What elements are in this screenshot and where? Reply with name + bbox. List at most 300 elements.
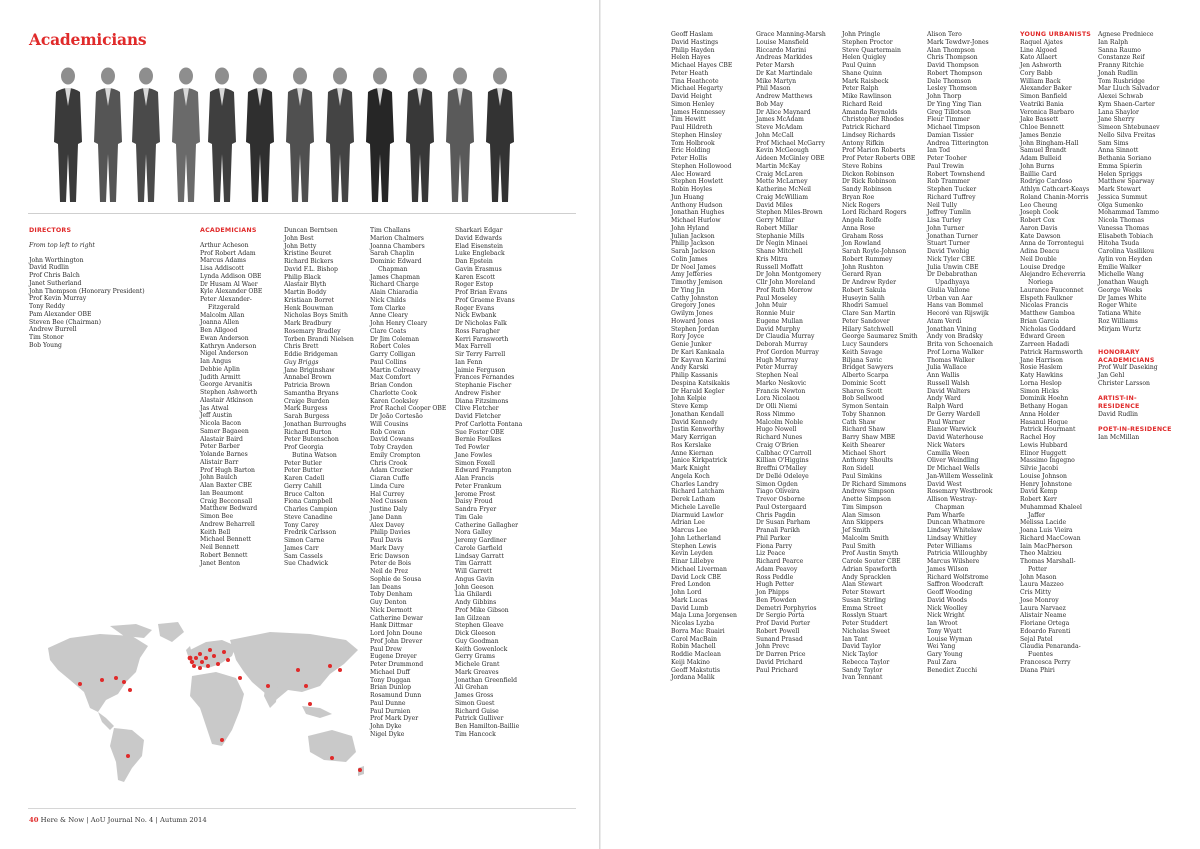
list-item: Peter Marsh xyxy=(756,62,795,69)
list-item: Ron Sidell xyxy=(842,465,874,472)
list-item: George Weeks xyxy=(1098,286,1143,294)
list-item: Michelle Wang xyxy=(1098,271,1144,279)
list-item: Cath Shaw xyxy=(842,418,876,426)
list-item: Dr Negin Minaei xyxy=(756,240,808,248)
list-item: Geoff Wooding xyxy=(927,589,973,596)
list-item: Peter Drummond xyxy=(370,661,424,668)
list-item: Nick Rogers xyxy=(842,201,881,209)
list-item: Hilary Satchwell xyxy=(842,325,894,333)
list-item: Rosslyn Stuart xyxy=(842,612,888,620)
list-item: Paul Zara xyxy=(927,658,957,666)
list-item: Aylin von Heyden xyxy=(1098,255,1153,263)
list-item: Keith Savage xyxy=(842,348,883,356)
list-item: Anne Cleary xyxy=(370,312,408,320)
list-item: Rachel Hoy xyxy=(1020,434,1056,441)
list-item: Andreas Markides xyxy=(756,54,813,62)
list-item: Nick Taylor xyxy=(842,651,878,658)
list-item: Silvie Jacobi xyxy=(1020,465,1059,472)
list-item: Ben Hamilton-Baillie xyxy=(455,723,520,730)
list-item: Mark Greaves xyxy=(455,668,499,676)
list-item: Mark Burgess xyxy=(284,405,328,413)
list-item: Ian McMillan xyxy=(1098,434,1140,441)
list-item: Dominic Scott xyxy=(842,379,886,387)
list-item: Edoardo Farenti xyxy=(1020,627,1071,635)
list-item: Ian Tod xyxy=(927,147,951,155)
list-item: Benedict Zucchi xyxy=(927,666,978,674)
list-item: Simon Bee xyxy=(200,513,234,520)
list-item: Alastair Blyth xyxy=(284,281,327,289)
list-item: Jon Rowland xyxy=(842,240,881,248)
list-item: Peter Hollis xyxy=(671,155,708,162)
name-list xyxy=(284,227,354,568)
list-item: Alan Baxter CBE xyxy=(200,482,252,489)
footer xyxy=(29,816,207,824)
list-item: Clive Fletcher xyxy=(455,405,499,413)
list-item: Hugo Nowell xyxy=(756,426,797,434)
list-item: John Betty xyxy=(284,242,317,250)
list-item: Veatriki Bania xyxy=(1020,100,1064,108)
list-item: Robert Kerr xyxy=(1020,496,1057,503)
list-item: Alexander Baker xyxy=(1020,85,1072,93)
list-item: Eugene Dreyer xyxy=(370,653,417,661)
list-item: William Back xyxy=(1020,77,1061,85)
list-item: Dr Andrew Ryder xyxy=(842,279,896,286)
list-item: Amanda Reynolds xyxy=(842,108,898,116)
list-item: Ann Skippers xyxy=(842,519,884,527)
list-item: Jane Briginshaw xyxy=(284,366,335,374)
list-item: Anna de Torrontegui xyxy=(1020,240,1084,248)
list-item: Neil Double xyxy=(1020,255,1057,263)
list-item: Oliver Weindling xyxy=(927,457,979,465)
list-item: Dickon Robinson xyxy=(842,170,895,178)
list-item: Rhodri Samuel xyxy=(842,302,888,310)
list-item: Gerry Cahill xyxy=(284,482,322,490)
list-item: Fiona Campbell xyxy=(284,498,333,506)
list-item: Alberto Scarpa xyxy=(842,372,889,379)
list-item: Joana Luis Vieira xyxy=(1020,527,1073,534)
list-item: Saffron Woodcraft xyxy=(927,581,984,589)
spacer xyxy=(1098,388,1172,396)
list-item: Peter Frankum xyxy=(455,482,502,490)
list-item: Laurance Fauconnet xyxy=(1020,286,1084,294)
list-item: Robert Millar xyxy=(756,224,798,232)
list-item: John Kelpie xyxy=(671,395,707,403)
list-item: Nicola Bacon xyxy=(200,420,241,427)
list-item: Simon Henley xyxy=(671,100,715,108)
list-item: Ian Deans xyxy=(370,583,402,591)
list-item: Rory Joyce xyxy=(671,333,705,341)
list-item: Simon Foxell xyxy=(455,459,495,467)
list-item: Alan Francis xyxy=(455,475,495,482)
list-item: John Bingham-Hall xyxy=(1020,139,1079,147)
list-item: Ewan Anderson xyxy=(200,334,249,342)
list-item: Stephen Hinsley xyxy=(671,131,722,139)
list-item: John Pringle xyxy=(842,31,881,38)
list-item: Kerri Farnsworth xyxy=(455,335,509,343)
list-item: Ross Faragher xyxy=(455,327,500,335)
name-continuation: Upadhyaya xyxy=(935,279,970,286)
list-item: Mark Stewart xyxy=(1098,186,1141,193)
list-item: Kato Allaert xyxy=(1020,54,1058,62)
names-column-8 xyxy=(927,31,993,674)
list-item: Ralph Ward xyxy=(927,403,964,410)
list-item: Clare Coats xyxy=(370,327,407,335)
page-number: 40 xyxy=(29,816,39,824)
list-item: Nick Childs xyxy=(370,296,406,304)
list-item: Emilie Walker xyxy=(1098,263,1142,271)
list-item: Jen Ashworth xyxy=(1020,62,1062,69)
list-item: Andrew Fisher xyxy=(455,389,501,397)
list-item: Rob Cowan xyxy=(370,428,406,436)
list-item: Phil Parker xyxy=(756,534,791,542)
list-item: Paul Ostergaard xyxy=(756,503,807,511)
list-item: James Benzie xyxy=(1020,131,1062,139)
list-item: Paul Moseley xyxy=(756,294,797,302)
list-item: Breffni O'Malley xyxy=(756,465,807,472)
list-item: Hitoha Tsuda xyxy=(1098,240,1140,248)
list-item: Lindsey Richards xyxy=(842,131,896,139)
list-item: Max Comfort xyxy=(370,374,411,382)
list-item: Richard Guise xyxy=(455,707,499,715)
list-item: Peter Stewart xyxy=(842,589,885,596)
list-item: Prof Mike Gibson xyxy=(455,606,509,614)
left-page xyxy=(0,0,599,849)
list-item: Raquel Ajates xyxy=(1020,38,1063,46)
list-item: Paul Prichard xyxy=(756,666,799,674)
list-item: Elspeth Faulkner xyxy=(1020,294,1073,302)
list-item: Tom Clarke xyxy=(370,304,406,312)
list-item: Cllr John Moreland xyxy=(756,279,816,286)
academicians-column-1 xyxy=(200,227,263,567)
list-item: Nick Waters xyxy=(927,441,965,449)
list-item: Michael Hegarty xyxy=(671,85,723,93)
list-item: Peter Williams xyxy=(927,542,972,550)
list-item: Gregory Jones xyxy=(671,302,716,310)
list-item: Martin McKay xyxy=(756,162,801,170)
list-item: Massimo Ingegno xyxy=(1020,457,1075,465)
right-page xyxy=(601,0,1200,849)
list-item: Lucy Saunders xyxy=(842,341,888,348)
list-item: Calbhac O'Carroll xyxy=(756,449,812,457)
list-item: Paul Trewin xyxy=(927,162,964,170)
list-item: Chloe Bennett xyxy=(1020,124,1065,131)
list-item: Roger Estop xyxy=(455,281,494,289)
list-item: John Best xyxy=(284,234,314,242)
list-item: Guy Goodman xyxy=(455,637,499,645)
list-item: Jonathan Greenfield xyxy=(455,676,517,684)
list-item: Vanessa Thomas xyxy=(1098,224,1150,232)
name-list xyxy=(842,31,918,682)
name-list xyxy=(927,31,993,674)
list-item: Alan Simson xyxy=(842,511,881,519)
list-item: Janice Kirkpatrick xyxy=(671,457,727,465)
list-item: Gerry Grams xyxy=(455,653,495,661)
list-item: Simon Carne xyxy=(284,537,325,544)
list-item: Richard Burton xyxy=(284,428,332,436)
list-item: Janet Benton xyxy=(200,559,241,567)
list-item: Diana Phiri xyxy=(1020,666,1055,674)
list-item: Julia Wallace xyxy=(927,364,967,372)
list-item: Charlotte Cook xyxy=(370,389,417,397)
list-item: Geoff Haslam xyxy=(671,31,713,38)
list-item: Peter Alexander- xyxy=(200,296,252,303)
list-item: Tim Garratt xyxy=(455,560,492,568)
person-figure xyxy=(406,68,434,203)
person-figure xyxy=(132,68,160,203)
list-item: Tom Rusbridge xyxy=(1098,77,1145,85)
list-item: David Miles xyxy=(756,201,793,209)
list-item: Anne Kiernan xyxy=(671,449,714,457)
list-item: Dr Sergio Porta xyxy=(756,612,805,620)
list-item: David Kennedy xyxy=(671,418,718,426)
list-item: Richard Shaw xyxy=(842,426,886,434)
list-item: Ciaran Cuffe xyxy=(370,475,410,482)
list-item: Chris Thompson xyxy=(927,54,978,62)
list-item: Nigel Dyke xyxy=(370,730,405,738)
list-item: Ned Cussen xyxy=(370,498,408,506)
director-name: David Rudlin xyxy=(29,264,69,272)
list-item: Tim Hewitt xyxy=(671,116,706,124)
list-item: Giulia Vallone xyxy=(927,286,970,294)
list-item: Stephanie Mills xyxy=(756,232,805,240)
list-item: Ian Tant xyxy=(842,635,868,643)
list-item: Michele Lavelle xyxy=(671,503,720,511)
list-item: Dr Harald Kegler xyxy=(671,387,725,395)
list-item: Peter Ralph xyxy=(842,85,879,93)
list-item: Samuel Brandt xyxy=(1020,147,1067,155)
list-item: Mark Tewdwr-Jones xyxy=(927,38,989,46)
list-item: Peter de Bois xyxy=(370,560,412,568)
person-figure xyxy=(366,68,394,203)
list-item: Ian Beaumont xyxy=(200,489,244,497)
list-item: Lia Ghilardi xyxy=(455,591,492,599)
list-item: Peter Sandover xyxy=(842,317,890,325)
list-item: Huseyin Salih xyxy=(842,294,885,302)
list-item: Helen Spriggs xyxy=(1098,170,1143,178)
list-item: Killian O'Higgins xyxy=(756,457,809,465)
directors-heading: DIRECTORS xyxy=(29,227,72,234)
list-item: Jef Smith xyxy=(842,527,871,534)
list-item: Marion Chalmers xyxy=(370,234,424,242)
list-item: Nicholas Goddard xyxy=(1020,325,1076,333)
list-item: Julia Unwin CBE xyxy=(927,263,979,271)
list-item: John Rushton xyxy=(842,263,884,271)
list-item: Rob Trammer xyxy=(927,178,970,186)
list-item: Iain MacPherson xyxy=(1020,542,1073,550)
list-item: James Hennessey xyxy=(671,108,726,116)
list-item: Stephanie Fischer xyxy=(455,382,512,389)
list-item: Phil Mason xyxy=(756,85,791,93)
list-item: Sam Cassels xyxy=(284,552,323,560)
list-item: David Thompson xyxy=(927,62,979,69)
list-item: Dr Nicholas Falk xyxy=(455,320,507,327)
list-item: Elisabeth Tobiach xyxy=(1098,232,1154,240)
list-item: Louise Wyman xyxy=(927,635,973,643)
list-item: Toby Shannon xyxy=(842,410,886,418)
list-item: Andy von Bradsky xyxy=(927,333,983,341)
list-item: Tim Simpson xyxy=(842,503,883,511)
list-item: Alistair Barr xyxy=(200,458,239,466)
list-item: Dr Husam Al Waer xyxy=(200,280,258,288)
list-item: Julian Jackson xyxy=(671,232,715,240)
list-item: Paul Collins xyxy=(370,358,407,366)
list-item: Guy Denton xyxy=(370,599,407,606)
list-item: Jun Huang xyxy=(671,193,704,201)
list-item: Francis Newton xyxy=(756,387,806,395)
list-item: Richard Charge xyxy=(370,281,419,289)
list-item: Will Cousins xyxy=(370,420,409,428)
list-item: Mike Martyn xyxy=(756,77,797,85)
director-name: John Worthington xyxy=(29,256,84,264)
list-item: Dr João Cortesão xyxy=(370,413,423,420)
list-item: Michael Liverman xyxy=(671,565,727,573)
list-item: Theo Malzieu xyxy=(1020,550,1062,558)
list-item: Shane Mitchell xyxy=(756,248,803,255)
director-name: Steven Bee (Chairman) xyxy=(29,318,101,326)
list-item: David Height xyxy=(671,93,712,100)
list-item: Marcus Adams xyxy=(200,257,247,265)
list-item: Patrick Harmsworth xyxy=(1020,348,1083,356)
list-item: John Hyland xyxy=(671,224,710,232)
list-item: Hasanul Hoque xyxy=(1020,418,1068,426)
name-continuation: Noriega xyxy=(1028,279,1054,286)
list-item: Louise Dredge xyxy=(1020,263,1066,271)
list-item: Dominik Hoehn xyxy=(1020,395,1069,403)
list-item: Susan Stirling xyxy=(842,596,886,604)
list-item: Greg Tillotson xyxy=(927,108,971,116)
names-column-7 xyxy=(842,31,918,682)
list-item: Sophie de Sousa xyxy=(370,575,422,583)
list-item: Jake Bassett xyxy=(1020,116,1059,124)
director-name: John Thompson (Honorary President) xyxy=(29,287,145,295)
name-continuation: Potter xyxy=(1028,565,1047,573)
list-item: Stephen Ashworth xyxy=(200,389,258,396)
list-item: Adam Crozier xyxy=(370,467,413,475)
list-item: Dr Noel James xyxy=(671,263,716,271)
world-map-icon xyxy=(40,620,370,790)
list-item: David Cowans xyxy=(370,436,414,444)
list-item: Tim Hancock xyxy=(455,730,496,738)
list-item: Prof Georgia xyxy=(284,444,324,451)
name-continuation: Chapman xyxy=(935,503,965,511)
list-item: Patricia Brown xyxy=(284,382,330,389)
list-item: Nora Galley xyxy=(455,529,492,537)
list-item: Simon Ogden xyxy=(756,480,798,488)
list-item: Kevin McGeough xyxy=(756,147,809,155)
footer-text: Here & Now | AoU Journal No. 4 | Autumn 2014 xyxy=(40,816,207,824)
list-item: Alastair Atkinson xyxy=(200,396,254,404)
list-item: Sir Terry Farrell xyxy=(455,351,506,358)
list-item: Sarah Burgess xyxy=(284,413,330,420)
list-item: David Twohig xyxy=(927,248,970,255)
list-item: Stephen Howlett xyxy=(671,178,724,186)
list-item: Prof John Drever xyxy=(370,637,423,645)
list-item: Steve Kemp xyxy=(671,403,708,410)
list-item: Alistair Neame xyxy=(1020,612,1067,620)
person-figure xyxy=(446,68,474,203)
name-list xyxy=(370,227,447,738)
list-item: Adrian Lee xyxy=(671,519,705,527)
list-item: Ross Peddle xyxy=(756,573,794,581)
list-item: Craig McLaren xyxy=(756,170,803,178)
list-item: Helen Quigley xyxy=(842,54,887,62)
list-item: Andy Ward xyxy=(927,395,961,403)
list-item: Trevor Osborne xyxy=(756,496,805,503)
list-item: Mike Rawlinson xyxy=(842,93,892,100)
director-name: Prof Kevin Murray xyxy=(29,295,87,303)
list-item: Colin James xyxy=(671,255,708,263)
list-item: David Murphy xyxy=(756,325,801,333)
list-item: John McCall xyxy=(756,131,794,139)
list-item: Shane Quinn xyxy=(842,69,882,77)
name-list xyxy=(756,31,826,674)
list-item: Dr Dellé Odeleye xyxy=(756,472,809,480)
spacer xyxy=(1098,341,1172,349)
list-item: Judith Armitt xyxy=(200,373,241,381)
list-item: Despina Katsikakis xyxy=(671,379,730,387)
list-item: Karen Cadell xyxy=(284,475,325,482)
list-item: George Arvanitis xyxy=(200,381,253,389)
list-item: David Walters xyxy=(927,387,971,395)
list-item: Cathy Johnston xyxy=(671,294,719,302)
list-item: Katy Hawkins xyxy=(1020,372,1063,379)
list-item: Robert Coles xyxy=(370,343,411,351)
list-item: Elad Eisenstein xyxy=(455,242,503,250)
list-item: Derek Latham xyxy=(671,496,716,503)
list-item: Paul Durnien xyxy=(370,707,411,715)
list-item: Duncan Berntsen xyxy=(284,227,338,234)
section-heading: ACADEMICIANS xyxy=(1098,356,1155,364)
list-item: Dr Susan Parham xyxy=(756,519,811,527)
list-item: Athlyn Cathcart-Keays xyxy=(1020,186,1090,193)
person-figure xyxy=(172,68,200,203)
list-item: Stephen Gleave xyxy=(455,622,504,630)
list-item: Stephen Neal xyxy=(756,372,799,379)
list-item: Robin Hoyles xyxy=(671,186,713,193)
list-item: Dominic Edward xyxy=(370,258,422,265)
list-item: Simeon Shtebunaev xyxy=(1098,124,1160,131)
list-item: Anette Simpson xyxy=(842,496,891,503)
list-item: Christopher Rhodes xyxy=(842,116,904,124)
list-item: Roddie Maclean xyxy=(671,651,721,658)
list-item: Alec Howard xyxy=(671,170,711,178)
list-item: Edward Green xyxy=(1020,333,1065,341)
list-item: Dr Darren Price xyxy=(756,651,806,658)
list-item: Pranali Parikh xyxy=(756,527,800,534)
list-item: John Lord xyxy=(671,589,702,596)
list-item: Kristiaan Borret xyxy=(284,296,335,304)
list-item: Fleur Timmer xyxy=(927,116,970,124)
list-item: Bryan Roe xyxy=(842,193,875,201)
list-item: Linda Cure xyxy=(370,482,405,490)
list-item: Philip Black xyxy=(284,273,321,281)
list-item: Dr Rick Robinson xyxy=(842,178,897,186)
list-item: Geoff Makstutis xyxy=(671,666,720,674)
list-item: Kyle Alexander OBE xyxy=(200,288,263,296)
list-item: Gerard Ryan xyxy=(842,271,882,279)
list-item: Alan Stewart xyxy=(842,581,883,589)
list-item: Ali Grehan xyxy=(455,684,489,692)
list-item: Antony Rifkin xyxy=(842,139,885,147)
list-item: Diana Fitzsimons xyxy=(455,397,509,405)
divider xyxy=(28,213,576,214)
spacer xyxy=(1098,419,1172,427)
list-item: Eddie Bridgeman xyxy=(284,351,338,358)
list-item: Graham Ross xyxy=(842,232,884,240)
list-item: Dr Michael Wells xyxy=(927,465,980,472)
list-item: Lord John Doune xyxy=(370,630,423,637)
list-item: Bruce Calton xyxy=(284,490,325,498)
